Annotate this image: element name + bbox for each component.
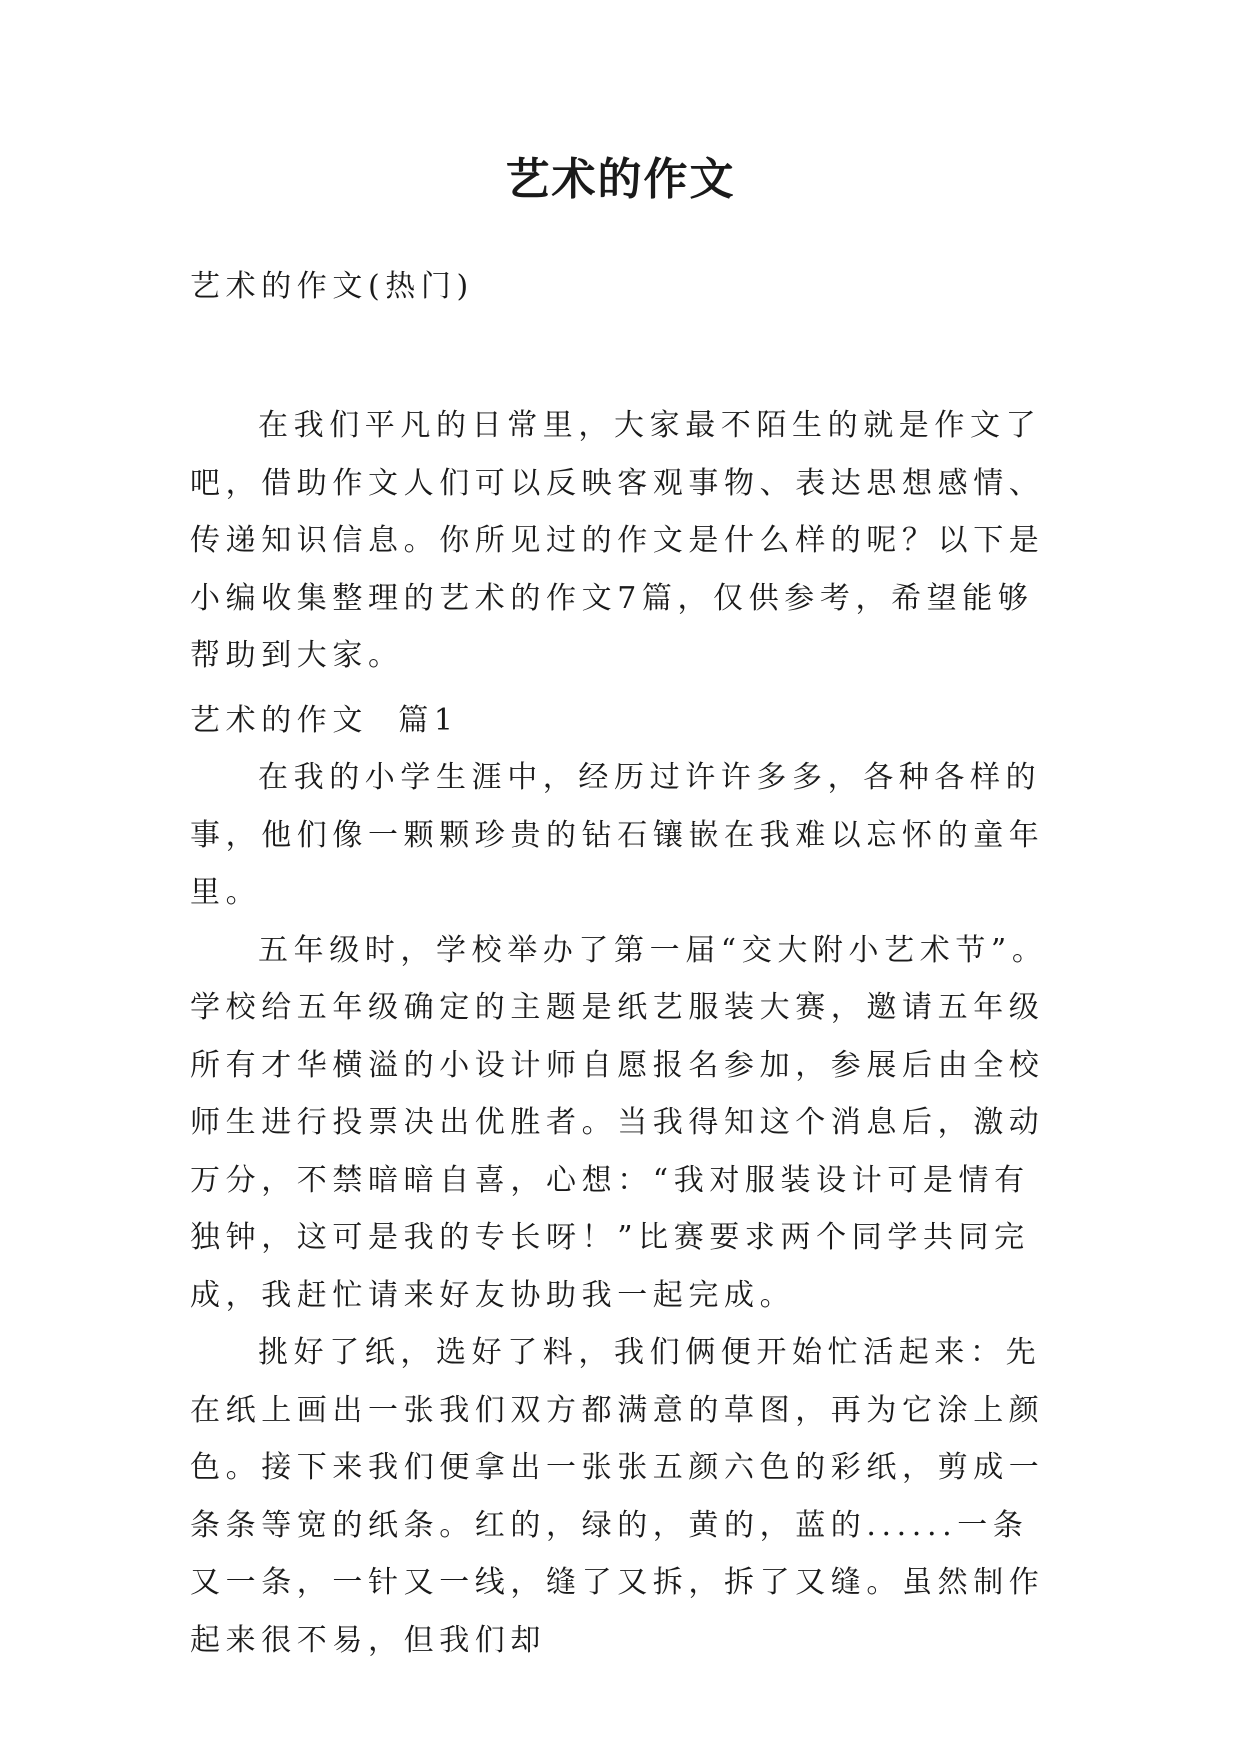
article-paragraph: 五年级时，学校举办了第一届“交大附小艺术节”。学校给五年级确定的主题是纸艺服装大赛，邀请五年级所有才华横溢的小设计师自愿报名参加，参展后由全校师生进行投票决出优胜者。当我得知这个消息后，激动万分，不禁暗暗自喜，心想：“我对服装设计可是情有独钟，这可是我的专长呀！”比赛要求两个同学共同完成，我赶忙请来好友协助我一起完成。 <box>190 932 1048 1313</box>
article-paragraph: 挑好了纸，选好了料，我们俩便开始忙活起来：先在纸上画出一张我们双方都满意的草图，再为它涂上颜色。接下来我们便拿出一张张五颜六色的彩纸，剪成一条条等宽的纸条。红的，绿的，黄的，蓝的......一条又一条，一针又一线，缝了又拆，拆了又缝。虽然制作起来很不易，但我们却 <box>190 1335 1045 1658</box>
document-subtitle: 艺术的作文(热门) <box>190 269 474 304</box>
article-body <box>190 749 1062 1669</box>
article-paragraph: 在我的小学生涯中，经历过许许多多，各种各样的事，他们像一颗颗珍贵的钻石镶嵌在我难以忘怀的童年里。 <box>190 760 1045 910</box>
section-heading: 艺术的作文 篇1 <box>190 703 459 738</box>
document-title: 艺术的作文 <box>505 154 736 205</box>
intro-paragraph: 在我们平凡的日常里，大家最不陌生的就是作文了吧，借助作文人们可以反映客观事物、表达思想感情、传递知识信息。你所见过的作文是什么样的呢？以下是小编收集整理的艺术的作文7篇，仅供参考，希望能够帮助到大家。 <box>190 408 1045 673</box>
